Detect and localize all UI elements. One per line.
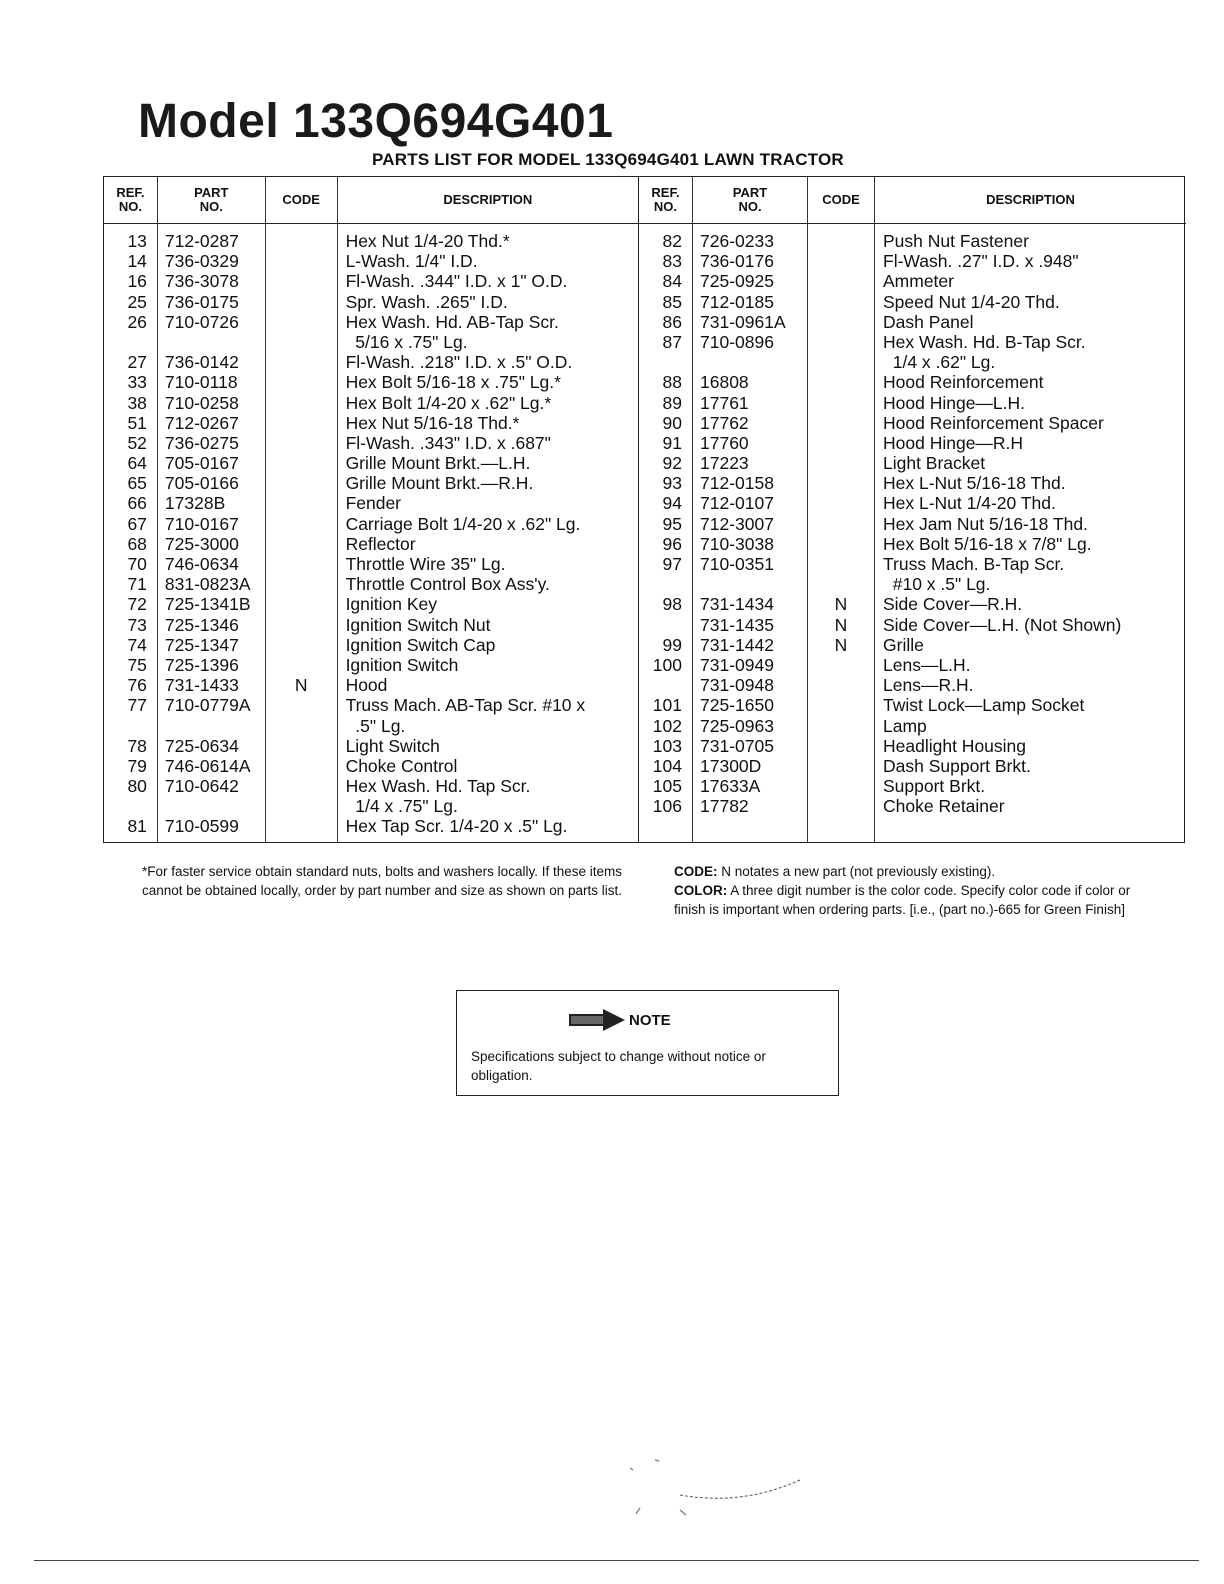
note-box xyxy=(456,990,839,1096)
part-column xyxy=(692,177,807,842)
table-cell xyxy=(808,493,874,513)
table-cell xyxy=(104,796,157,816)
table-cell: Dash Panel xyxy=(883,311,974,332)
table-cell: Hex Nut 5/16-18 Thd.* xyxy=(345,412,520,433)
footnote: *For faster service obtain standard nuts, bolts and washers locally. If these items cannot be obtained locally, order by part number and size as shown on parts list. xyxy=(142,864,623,898)
table-cell xyxy=(266,251,337,271)
table-cell: 17300D xyxy=(700,755,762,776)
table-cell: 92 xyxy=(662,453,682,474)
table-cell xyxy=(266,271,337,291)
table-cell: Fl-Wash. .218" I.D. x .5" O.D. xyxy=(345,352,573,373)
table-cell: 705-0167 xyxy=(164,453,239,474)
table-cell xyxy=(266,312,337,332)
table-cell: 81 xyxy=(127,816,147,837)
table-cell xyxy=(639,574,692,594)
table-cell: 64 xyxy=(127,453,147,474)
table-cell: 86 xyxy=(662,311,682,332)
table-cell: Speed Nut 1/4-20 Thd. xyxy=(883,291,1060,312)
table-cell: Spr. Wash. .265" I.D. xyxy=(345,291,508,312)
table-cell: 731-0949 xyxy=(700,654,774,675)
table-cell: Hex Tap Scr. 1/4-20 x .5" Lg. xyxy=(345,816,568,837)
table-cell: 83 xyxy=(662,251,682,272)
table-cell xyxy=(639,675,692,695)
table-cell: Grille xyxy=(883,634,924,655)
table-cell: 712-0185 xyxy=(700,291,774,312)
table-cell: 85 xyxy=(662,291,682,312)
table-cell: Reflector xyxy=(345,533,416,554)
table-cell: 731-1442 xyxy=(700,634,774,655)
table-cell: 99 xyxy=(662,634,682,655)
table-cell: 80 xyxy=(127,776,147,797)
table-cell: 106 xyxy=(652,796,682,817)
table-cell: 17782 xyxy=(700,796,749,817)
table-cell: N xyxy=(834,614,848,635)
table-cell xyxy=(808,534,874,554)
page-title: Model 133Q694G401 xyxy=(138,95,614,148)
table-cell: 17328B xyxy=(164,493,226,514)
table-cell xyxy=(808,776,874,796)
ref-column-body xyxy=(104,224,157,837)
code-column xyxy=(807,177,874,842)
part-column-body xyxy=(158,224,265,837)
table-cell: 14 xyxy=(127,251,147,272)
table-cell: 76 xyxy=(127,675,147,696)
table-cell: 27 xyxy=(127,352,147,373)
table-cell: 26 xyxy=(127,311,147,332)
table-cell xyxy=(808,574,874,594)
table-cell: 75 xyxy=(127,654,147,675)
table-cell: 13 xyxy=(127,231,147,251)
table-cell: 725-0634 xyxy=(164,735,239,756)
table-cell: 65 xyxy=(127,473,147,494)
ref-column-body xyxy=(639,224,692,816)
code-column-body xyxy=(808,224,874,816)
table-cell: Twist Lock—Lamp Socket xyxy=(883,695,1085,716)
table-cell xyxy=(808,352,874,372)
table-cell: 831-0823A xyxy=(164,574,251,595)
table-cell: #10 x .5" Lg. xyxy=(883,574,991,595)
table-cell: Side Cover—R.H. xyxy=(883,594,1023,615)
table-cell: Choke Control xyxy=(345,755,458,776)
description-column xyxy=(874,177,1186,842)
color-label: COLOR: xyxy=(674,883,728,898)
table-cell: Ignition Switch Nut xyxy=(345,614,491,635)
table-cell xyxy=(266,393,337,413)
table-cell: .5" Lg. xyxy=(345,715,406,736)
table-cell xyxy=(104,332,157,352)
table-cell: N xyxy=(294,675,308,696)
table-cell xyxy=(266,554,337,574)
table-cell xyxy=(808,453,874,473)
table-cell: Hex Wash. Hd. Tap Scr. xyxy=(345,776,531,797)
table-cell: Fl-Wash. .27" I.D. x .948" xyxy=(883,251,1079,272)
table-cell: 95 xyxy=(662,513,682,534)
table-cell: Hex Nut 1/4-20 Thd.* xyxy=(345,231,510,251)
table-cell: Lamp xyxy=(883,715,927,736)
table-cell: 70 xyxy=(127,554,147,574)
color-text: A three digit number is the color code. Specify color code if color or finish is important when ordering parts. [i.e., (part no.)-665 for Green Finish] xyxy=(674,883,1131,917)
table-cell xyxy=(266,756,337,776)
table-cell: 710-0599 xyxy=(164,816,239,837)
table-cell: Support Brkt. xyxy=(883,776,986,797)
code-text: N notates a new part (not previously existing). xyxy=(721,864,996,879)
table-cell xyxy=(808,756,874,776)
table-cell: Ignition Switch xyxy=(345,654,459,675)
table-cell: 725-3000 xyxy=(164,533,239,554)
table-cell: Fl-Wash. .343" I.D. x .687" xyxy=(345,432,551,453)
table-cell: N xyxy=(834,634,848,655)
table-cell: 712-3007 xyxy=(700,513,774,534)
table-cell: 712-0287 xyxy=(164,231,239,251)
table-cell: 100 xyxy=(652,654,682,675)
table-cell: Hood Hinge—R.H xyxy=(883,432,1024,453)
table-cell: 731-1435 xyxy=(700,614,774,635)
table-cell: Light Switch xyxy=(345,735,440,756)
table-cell xyxy=(266,816,337,836)
table-cell xyxy=(266,352,337,372)
table-cell: 712-0158 xyxy=(700,473,774,494)
table-cell xyxy=(158,796,265,816)
table-cell: Headlight Housing xyxy=(883,735,1027,756)
table-cell: Ammeter xyxy=(883,271,954,292)
table-cell xyxy=(158,716,265,736)
table-cell: 731-1433 xyxy=(164,675,239,696)
table-cell xyxy=(808,332,874,352)
table-cell xyxy=(266,332,337,352)
ref-no-header: REF. NO. xyxy=(639,177,692,224)
note-header xyxy=(569,1009,671,1031)
table-cell xyxy=(266,615,337,635)
table-cell xyxy=(808,716,874,736)
table-cell: 746-0614A xyxy=(164,755,251,776)
table-cell xyxy=(104,716,157,736)
table-cell: 736-3078 xyxy=(164,271,239,292)
table-cell: Fl-Wash. .344" I.D. x 1" O.D. xyxy=(345,271,568,292)
table-cell xyxy=(693,352,807,372)
table-cell: 98 xyxy=(662,594,682,615)
table-cell: 736-0275 xyxy=(164,432,239,453)
table-cell: 71 xyxy=(127,574,147,595)
part-column-body xyxy=(693,224,807,816)
table-cell xyxy=(266,453,337,473)
part-column xyxy=(157,177,265,842)
table-cell xyxy=(808,554,874,574)
table-cell xyxy=(808,655,874,675)
table-cell: 94 xyxy=(662,493,682,514)
table-cell: 710-3038 xyxy=(700,533,774,554)
table-cell: 33 xyxy=(127,372,147,393)
table-cell: 726-0233 xyxy=(700,231,774,251)
table-cell: Hex Bolt 1/4-20 x .62" Lg.* xyxy=(345,392,552,413)
table-cell: 17633A xyxy=(700,776,761,797)
table-cell: 77 xyxy=(127,695,147,716)
table-cell: 710-0642 xyxy=(164,776,239,797)
table-cell: 89 xyxy=(662,392,682,413)
table-cell xyxy=(808,796,874,816)
table-cell xyxy=(266,716,337,736)
table-cell xyxy=(639,615,692,635)
part-no-header: PART NO. xyxy=(158,177,265,224)
description-column-body xyxy=(338,224,638,837)
ref-no-header: REF. NO. xyxy=(104,177,157,224)
table-cell: 104 xyxy=(652,755,682,776)
table-cell: 90 xyxy=(662,412,682,433)
table-cell: 68 xyxy=(127,533,147,554)
table-cell: 73 xyxy=(127,614,147,635)
table-cell xyxy=(639,352,692,372)
table-cell: Hex L-Nut 5/16-18 Thd. xyxy=(883,473,1066,494)
code-header: CODE xyxy=(266,177,337,224)
table-cell xyxy=(808,736,874,756)
table-cell: 710-0726 xyxy=(164,311,239,332)
table-cell: Hex Jam Nut 5/16-18 Thd. xyxy=(883,513,1088,534)
code-legend xyxy=(674,862,1164,919)
table-cell: 16 xyxy=(127,271,147,292)
table-cell: 17761 xyxy=(700,392,749,413)
table-cell: 84 xyxy=(662,271,682,292)
table-cell: Grille Mount Brkt.—R.H. xyxy=(345,473,534,494)
table-cell: 78 xyxy=(127,735,147,756)
table-cell: 102 xyxy=(652,715,682,736)
table-cell xyxy=(266,635,337,655)
table-cell: 725-1341B xyxy=(164,594,251,615)
table-cell xyxy=(266,776,337,796)
table-cell: Push Nut Fastener xyxy=(883,231,1029,251)
table-cell: 5/16 x .75" Lg. xyxy=(345,331,468,352)
table-cell xyxy=(266,655,337,675)
table-cell xyxy=(266,473,337,493)
table-cell: Hex L-Nut 1/4-20 Thd. xyxy=(883,493,1056,514)
table-cell xyxy=(266,493,337,513)
table-cell: Hex Bolt 5/16-18 x 7/8" Lg. xyxy=(883,533,1092,554)
table-cell: 710-0118 xyxy=(164,372,238,393)
table-cell: Carriage Bolt 1/4-20 x .62" Lg. xyxy=(345,513,581,534)
table-cell: Truss Mach. B-Tap Scr. xyxy=(883,554,1065,574)
table-cell xyxy=(808,433,874,453)
table-cell: 725-1396 xyxy=(164,654,239,675)
table-cell: 66 xyxy=(127,493,147,514)
description-header: DESCRIPTION xyxy=(338,177,638,224)
table-cell: 97 xyxy=(662,554,682,574)
table-cell: Truss Mach. AB-Tap Scr. #10 x xyxy=(345,695,586,716)
table-cell xyxy=(808,473,874,493)
description-header: DESCRIPTION xyxy=(875,177,1186,224)
parts-table xyxy=(103,176,1185,843)
table-cell: 705-0166 xyxy=(164,473,239,494)
table-cell xyxy=(808,312,874,332)
table-cell: 736-0329 xyxy=(164,251,239,272)
table-cell: 710-0896 xyxy=(700,331,774,352)
table-cell: 88 xyxy=(662,372,682,393)
table-cell: 710-0258 xyxy=(164,392,239,413)
table-cell: L-Wash. 1/4" I.D. xyxy=(345,251,478,272)
table-cell: Hood Reinforcement Spacer xyxy=(883,412,1104,433)
table-cell: 725-0925 xyxy=(700,271,774,292)
scribble-mark xyxy=(610,1440,830,1520)
table-cell: Hood Hinge—L.H. xyxy=(883,392,1026,413)
table-cell: 87 xyxy=(662,331,682,352)
table-cell: 736-0176 xyxy=(700,251,774,272)
table-cell: 731-0961A xyxy=(700,311,786,332)
description-column-body xyxy=(875,224,1186,816)
table-cell: 725-1650 xyxy=(700,695,774,716)
table-cell: 105 xyxy=(652,776,682,797)
table-cell xyxy=(266,413,337,433)
table-cell: 16808 xyxy=(700,372,749,393)
table-cell: Throttle Wire 35" Lg. xyxy=(345,554,506,574)
table-cell: 731-0705 xyxy=(700,735,774,756)
code-column xyxy=(265,177,337,842)
ref-column xyxy=(104,177,157,842)
table-cell: 731-1434 xyxy=(700,594,774,615)
table-cell xyxy=(266,514,337,534)
table-cell: 103 xyxy=(652,735,682,756)
part-no-header: PART NO. xyxy=(693,177,807,224)
table-cell xyxy=(266,574,337,594)
table-cell: 38 xyxy=(127,392,147,413)
table-cell xyxy=(266,594,337,614)
table-cell: Hood xyxy=(345,675,388,696)
table-cell xyxy=(266,433,337,453)
table-cell: 712-0107 xyxy=(700,493,774,514)
table-cell: Choke Retainer xyxy=(883,796,1005,817)
table-cell: Lens—R.H. xyxy=(883,675,974,696)
table-cell: 72 xyxy=(127,594,147,615)
parts-table-right-half xyxy=(639,177,1186,842)
table-cell xyxy=(693,574,807,594)
parts-table-left-half xyxy=(104,177,639,842)
table-cell xyxy=(266,796,337,816)
table-cell: Lens—L.H. xyxy=(883,654,971,675)
table-cell: 17223 xyxy=(700,453,749,474)
note-label: NOTE xyxy=(629,1011,671,1029)
code-column-body xyxy=(266,224,337,837)
table-cell: Light Bracket xyxy=(883,453,986,474)
table-cell: 82 xyxy=(662,231,682,251)
table-cell xyxy=(808,695,874,715)
table-cell: 725-1346 xyxy=(164,614,239,635)
table-cell: 731-0948 xyxy=(700,675,774,696)
table-cell xyxy=(808,231,874,251)
table-cell: 17760 xyxy=(700,432,749,453)
table-cell xyxy=(266,534,337,554)
table-cell xyxy=(266,231,337,251)
table-cell xyxy=(808,393,874,413)
table-cell: Hex Bolt 5/16-18 x .75" Lg.* xyxy=(345,372,561,393)
bottom-rule xyxy=(34,1560,1199,1561)
table-cell: Hood Reinforcement xyxy=(883,372,1044,393)
parts-list-subtitle: PARTS LIST FOR MODEL 133Q694G401 LAWN TRACTOR xyxy=(372,150,844,169)
table-cell: 725-0963 xyxy=(700,715,774,736)
code-label: CODE: xyxy=(674,864,718,879)
table-cell: 51 xyxy=(127,412,147,433)
code-header: CODE xyxy=(808,177,874,224)
table-cell: Side Cover—L.H. (Not Shown) xyxy=(883,614,1122,635)
table-cell: 52 xyxy=(127,432,147,453)
table-cell xyxy=(808,292,874,312)
table-cell: 710-0351 xyxy=(700,554,774,574)
table-cell xyxy=(808,413,874,433)
table-cell: 746-0634 xyxy=(164,554,239,574)
table-cell: Grille Mount Brkt.—L.H. xyxy=(345,453,531,474)
table-cell: 725-1347 xyxy=(164,634,239,655)
table-cell: Hex Wash. Hd. B-Tap Scr. xyxy=(883,331,1086,352)
table-cell: 1/4 x .62" Lg. xyxy=(883,352,996,373)
table-cell: Ignition Key xyxy=(345,594,438,615)
table-cell: 79 xyxy=(127,755,147,776)
table-cell: N xyxy=(834,594,848,615)
table-cell: 101 xyxy=(652,695,682,716)
table-cell xyxy=(808,271,874,291)
table-cell: 736-0142 xyxy=(164,352,239,373)
table-cell xyxy=(808,675,874,695)
table-cell xyxy=(266,372,337,392)
table-cell: 74 xyxy=(127,634,147,655)
table-cell xyxy=(266,736,337,756)
table-cell: Dash Support Brkt. xyxy=(883,755,1031,776)
note-text: Specifications subject to change without notice or obligation. xyxy=(471,1049,766,1083)
table-cell: 25 xyxy=(127,291,147,312)
table-cell xyxy=(808,251,874,271)
table-cell: 710-0167 xyxy=(164,513,239,534)
table-cell: 91 xyxy=(662,432,682,453)
table-cell: 736-0175 xyxy=(164,291,239,312)
table-cell xyxy=(266,292,337,312)
table-cell: Fender xyxy=(345,493,402,514)
table-cell: 1/4 x .75" Lg. xyxy=(345,796,458,817)
table-cell xyxy=(158,332,265,352)
arrow-icon xyxy=(569,1009,625,1031)
table-cell: 712-0267 xyxy=(164,412,239,433)
table-cell: 93 xyxy=(662,473,682,494)
ref-column xyxy=(639,177,692,842)
table-cell xyxy=(808,372,874,392)
description-column xyxy=(337,177,638,842)
table-cell xyxy=(808,514,874,534)
table-cell: Throttle Control Box Ass'y. xyxy=(345,574,550,595)
table-cell: 96 xyxy=(662,533,682,554)
table-cell xyxy=(266,695,337,715)
table-cell: 67 xyxy=(127,513,147,534)
table-cell: 710-0779A xyxy=(164,695,251,716)
table-cell: 17762 xyxy=(700,412,749,433)
table-cell: Ignition Switch Cap xyxy=(345,634,496,655)
table-cell: Hex Wash. Hd. AB-Tap Scr. xyxy=(345,311,559,332)
